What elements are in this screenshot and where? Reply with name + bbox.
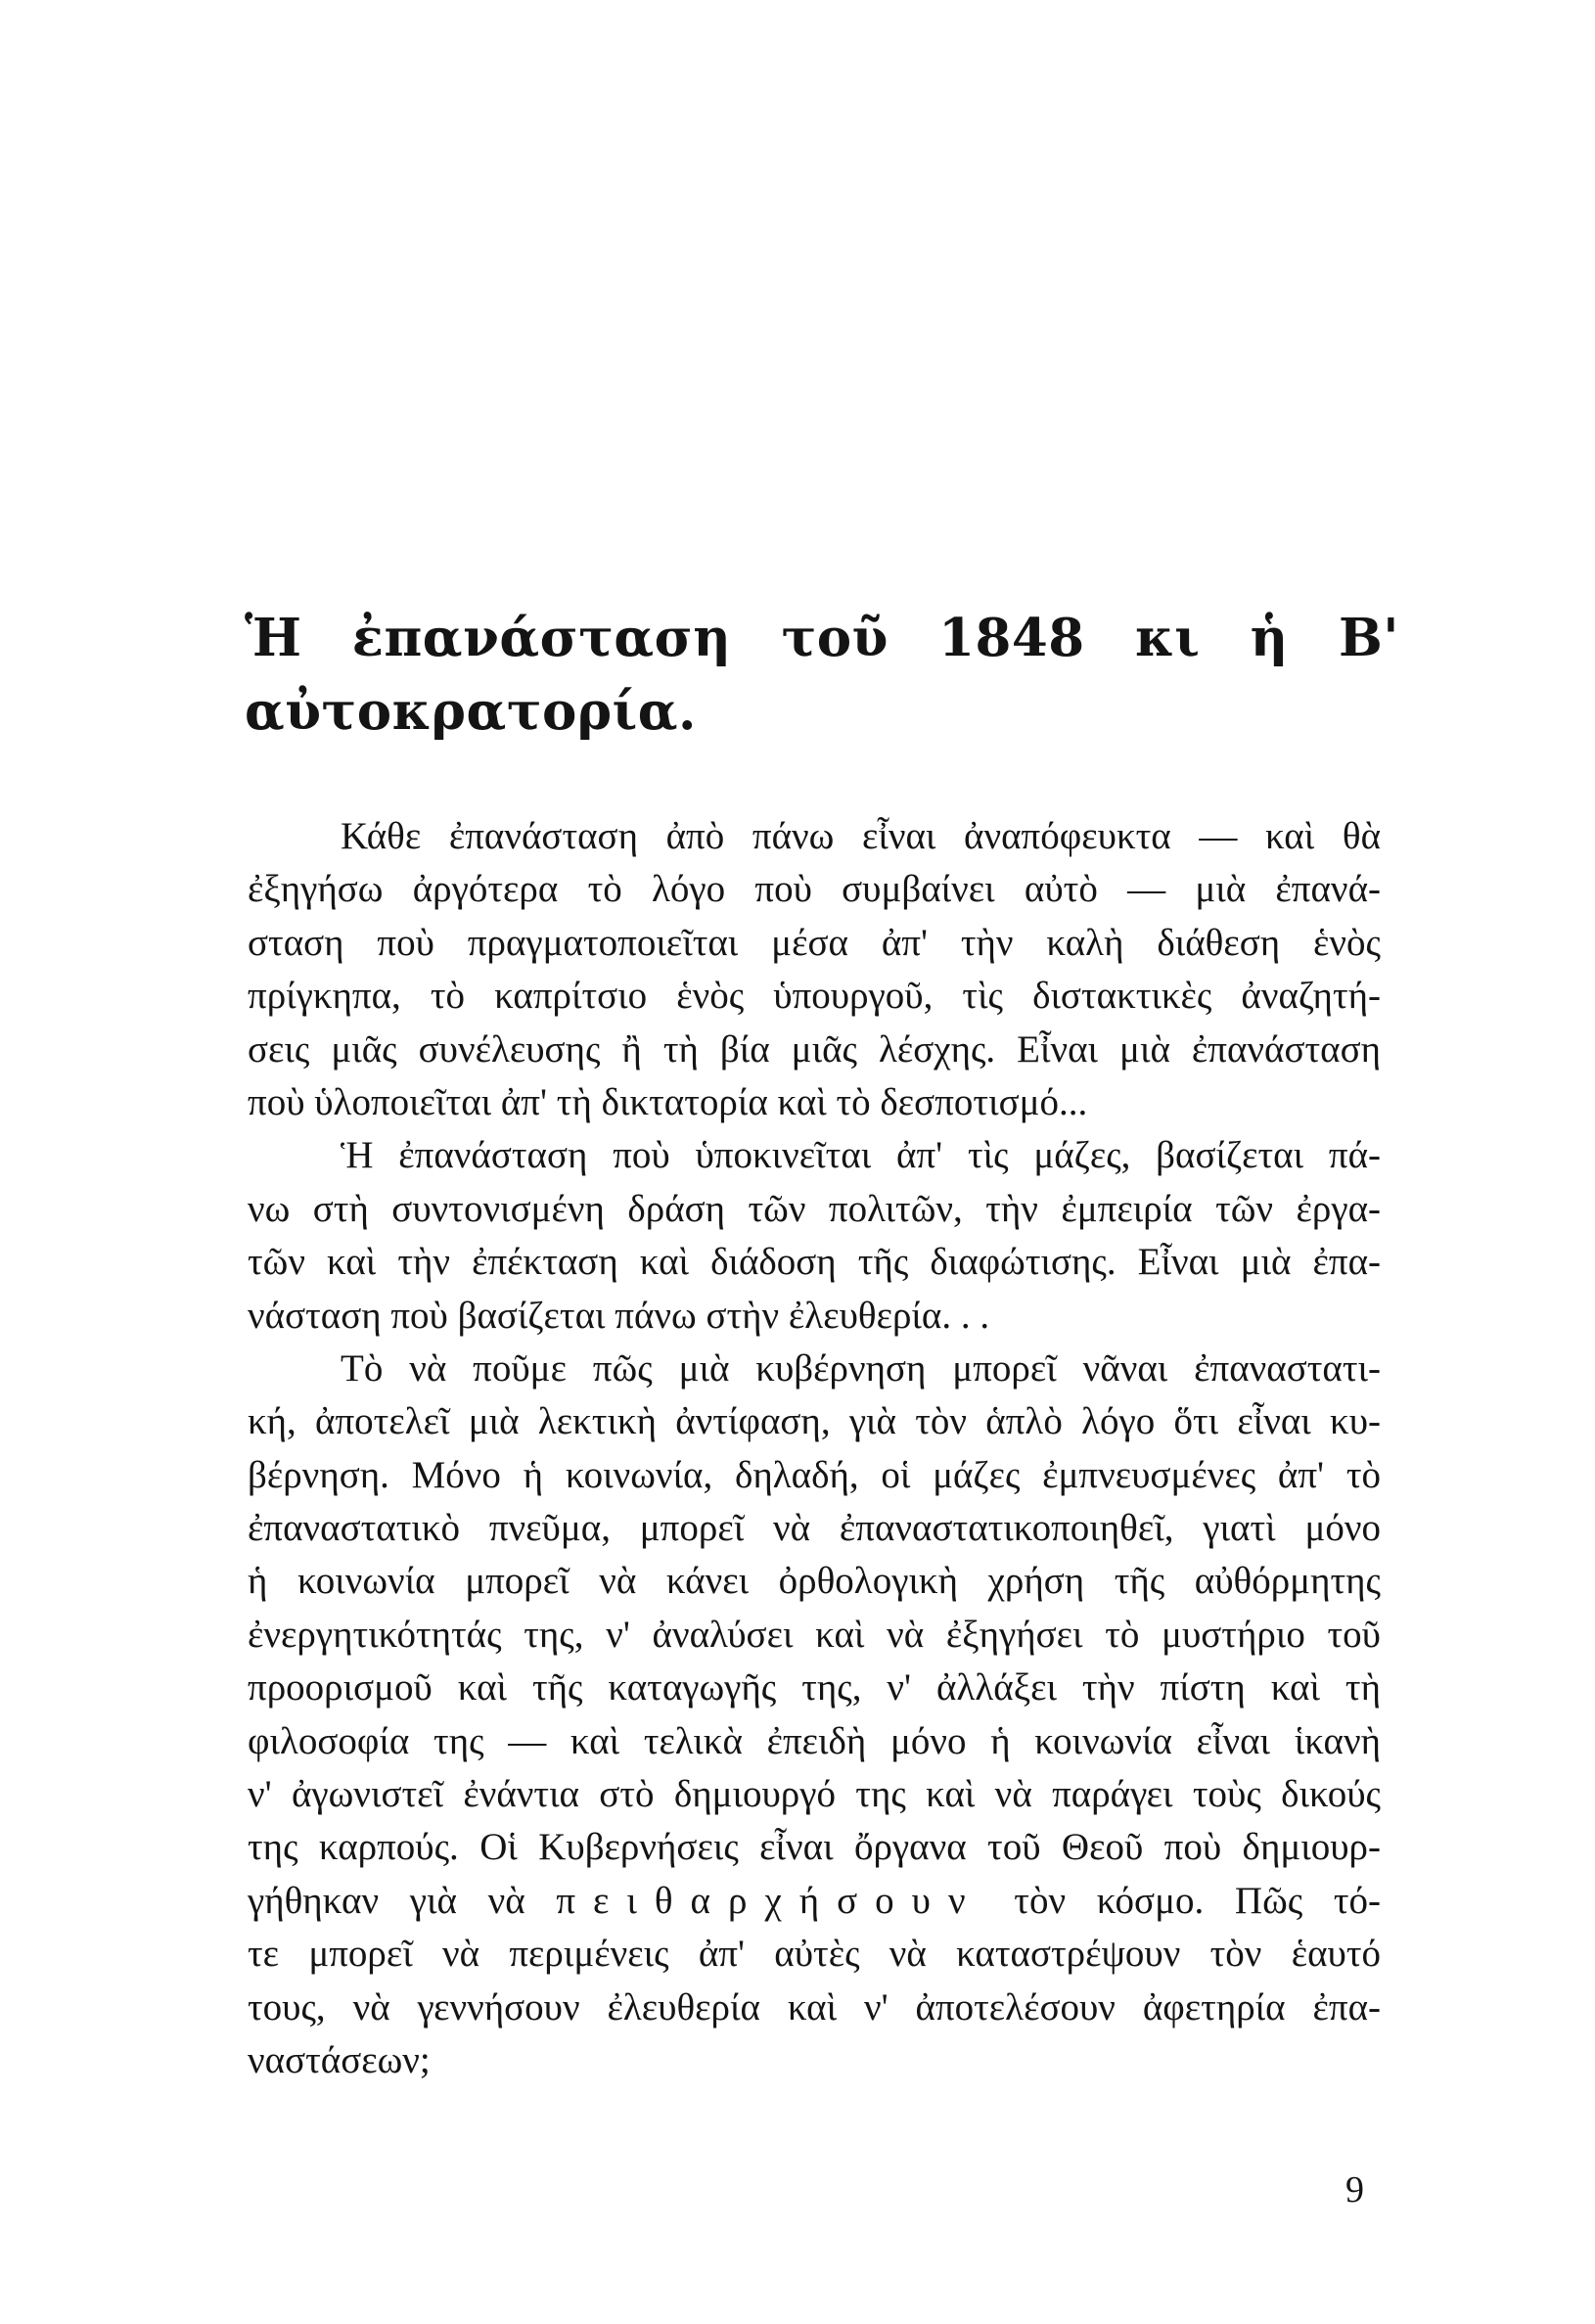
text-line: ἡ κοινωνία μπορεῖ νὰ κάνει ὀρθολογικὴ χρήση τῆς αὐθόρμητης <box>248 1560 1381 1603</box>
text-line: ἐνεργητικότητάς της, ν' ἀναλύσει καὶ νὰ ἐξηγήσει τὸ μυστήριο τοῦ <box>248 1613 1381 1656</box>
chapter-title: Ἡ ἐπανάσταση τοῦ 1848 κι ἡ Β' αὐτοκρατορία. <box>245 608 1399 742</box>
text-line: ναστάσεων; <box>248 2038 431 2081</box>
paragraph-2 <box>248 1129 1381 1343</box>
text-line: κή, ἀποτελεῖ μιὰ λεκτικὴ ἀντίφαση, γιὰ τὸν ἁπλὸ λόγο ὅτι εἶναι κυ- <box>248 1400 1381 1443</box>
text-line: τους, νὰ γεννήσουν ἐλευθερία καὶ ν' ἀποτελέσουν ἀφετηρία ἐπα- <box>248 1985 1381 2028</box>
page-number: 9 <box>1345 2169 1364 2210</box>
text-line: ν' ἀγωνιστεῖ ἐνάντια στὸ δημιουργό της καὶ νὰ παράγει τοὺς δικούς <box>248 1773 1381 1816</box>
text-line: Τὸ νὰ ποῦμε πῶς μιὰ κυβέρνηση μπορεῖ νᾶναι ἐπαναστατι- <box>341 1346 1381 1390</box>
text-line: τε μπορεῖ νὰ περιμένεις ἀπ' αὐτὲς νὰ καταστρέψουν τὸν ἑαυτό <box>248 1933 1381 1976</box>
text-line: σταση ποὺ πραγματοποιεῖται μέσα ἀπ' τὴν καλὴ διάθεση ἑνὸς <box>248 921 1381 964</box>
text-line-spaced <box>248 1875 1381 1928</box>
text-line: φιλοσοφία της — καὶ τελικὰ ἐπειδὴ μόνο ἡ κοινωνία εἶναι ἱκανὴ <box>248 1719 1381 1762</box>
text-line: βέρνηση. Μόνο ἡ κοινωνία, δηλαδή, οἱ μάζες ἐμπνευσμένες ἀπ' τὸ <box>248 1453 1381 1496</box>
body-text <box>248 810 1381 2087</box>
text-line: Κάθε ἐπανάσταση ἀπὸ πάνω εἶναι ἀναπόφευκτα — καὶ θὰ <box>341 815 1381 857</box>
text-line: τῶν καὶ τὴν ἐπέκταση καὶ διάδοση τῆς διαφώτισης. Εἶναι μιὰ ἐπα- <box>248 1241 1381 1284</box>
text-line: Ἡ ἐπανάσταση ποὺ ὑποκινεῖται ἀπ' τὶς μάζες, βασίζεται πά- <box>341 1134 1381 1177</box>
text-line: ἐπαναστατικὸ πνεῦμα, μπορεῖ νὰ ἐπαναστατικοποιηθεῖ, γιατὶ μόνο <box>248 1507 1381 1550</box>
text-fragment: τὸν κόσμο. Πῶς τό- <box>1014 1879 1382 1922</box>
text-line: σεις μιᾶς συνέλευσης ἢ τὴ βία μιᾶς λέσχης. Εἶναι μιὰ ἐπανάσταση <box>248 1027 1381 1071</box>
text-line: πρίγκηπα, τὸ καπρίτσιο ἑνὸς ὑπουργοῦ, τὶς διστακτικὲς ἀναζητή- <box>248 975 1381 1018</box>
paragraph-1 <box>248 810 1381 1129</box>
text-line: ποὺ ὑλοποιεῖται ἀπ' τὴ δικτατορία καὶ τὸ δεσποτισμό... <box>248 1080 1088 1123</box>
text-fragment: γήθηκαν γιὰ νὰ <box>248 1879 525 1922</box>
text-line: της καρπούς. Οἱ Κυβερνήσεις εἶναι ὄργανα τοῦ Θεοῦ ποὺ δημιουρ- <box>248 1826 1381 1869</box>
paragraph-3 <box>248 1343 1381 2087</box>
letterspaced-word: πειθαρχήσουν <box>556 1879 983 1922</box>
text-line: ἐξηγήσω ἀργότερα τὸ λόγο ποὺ συμβαίνει αὐτὸ — μιὰ ἐπανά- <box>248 868 1381 911</box>
text-line: προορισμοῦ καὶ τῆς καταγωγῆς της, ν' ἀλλάξει τὴν πίστη καὶ τὴ <box>248 1666 1381 1709</box>
text-line: νάσταση ποὺ βασίζεται πάνω στὴν ἐλευθερία. . . <box>248 1294 990 1337</box>
text-line: νω στὴ συντονισμένη δράση τῶν πολιτῶν, τὴν ἐμπειρία τῶν ἐργα- <box>248 1187 1381 1230</box>
